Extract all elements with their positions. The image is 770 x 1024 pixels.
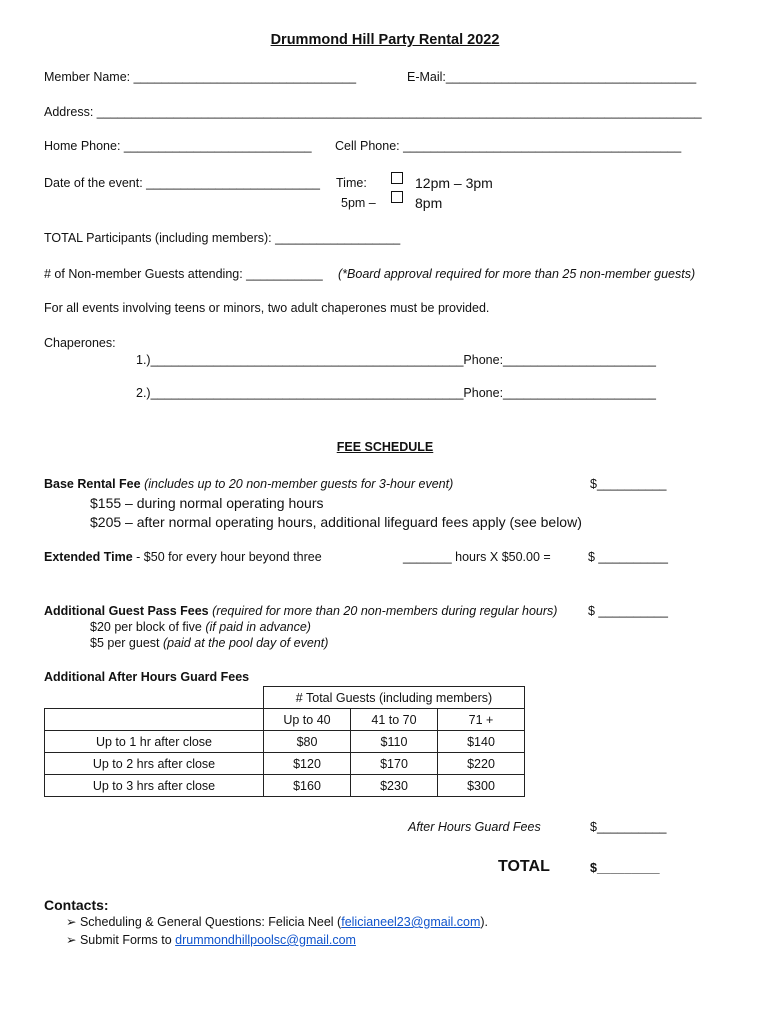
fee-schedule-heading: FEE SCHEDULE bbox=[336, 440, 434, 454]
guest-pass-line-1 bbox=[90, 620, 311, 634]
time-checkbox-2[interactable] bbox=[391, 191, 403, 203]
base-rental-line-1: $155 – during normal operating hours bbox=[90, 495, 324, 511]
table-cell: $160 bbox=[264, 775, 351, 797]
chaperones-label: Chaperones: bbox=[44, 336, 116, 350]
chaperone-1-field[interactable]: 1.)_____________________________________________Phone:______________________ bbox=[136, 353, 656, 367]
contact-line-1-suffix: ). bbox=[480, 915, 489, 929]
contact-email-link-2[interactable]: drummondhillpoolsc@gmail.com bbox=[175, 933, 356, 947]
table-cell: $170 bbox=[351, 753, 438, 775]
contact-email-link-1[interactable]: felicianeel23@gmail.com bbox=[341, 915, 481, 929]
table-cell: $110 bbox=[351, 731, 438, 753]
base-rental-row bbox=[44, 477, 453, 491]
extended-time-amount[interactable]: $ __________ bbox=[588, 550, 668, 564]
table-cell: $80 bbox=[264, 731, 351, 753]
member-name-field[interactable]: Member Name: ________________________________ bbox=[44, 70, 357, 84]
bullet-arrow-icon: ➢ bbox=[66, 915, 77, 929]
email-field[interactable]: E-Mail:____________________________________ bbox=[407, 70, 697, 84]
chaperone-notice: For all events involving teens or minors, two adult chaperones must be provided. bbox=[44, 301, 490, 315]
table-column-header: Up to 40 bbox=[264, 709, 351, 731]
board-approval-note: (*Board approval required for more than 25 non-member guests) bbox=[338, 267, 696, 281]
table-cell: $220 bbox=[438, 753, 525, 775]
guest-pass-line-2-note: (paid at the pool day of event) bbox=[162, 636, 329, 650]
guest-pass-note: (required for more than 20 non-members during regular hours) bbox=[212, 604, 558, 618]
time-option-2-prefix: 5pm – bbox=[341, 196, 376, 210]
non-member-guests-field[interactable]: # of Non-member Guests attending: ___________ bbox=[44, 267, 323, 281]
table-cell: $300 bbox=[438, 775, 525, 797]
guest-pass-line-2 bbox=[90, 636, 328, 650]
home-phone-field[interactable]: Home Phone: ___________________________ bbox=[44, 139, 312, 153]
guest-pass-row bbox=[44, 604, 557, 618]
total-participants-field[interactable]: TOTAL Participants (including members): __________________ bbox=[44, 231, 401, 245]
after-hours-amount[interactable]: $__________ bbox=[590, 820, 667, 834]
after-hours-label: After Hours Guard Fees bbox=[408, 820, 541, 834]
contact-line-2 bbox=[66, 932, 356, 947]
guest-pass-line-1-note: (if paid in advance) bbox=[205, 620, 311, 634]
cell-phone-field[interactable]: Cell Phone: ________________________________________ bbox=[335, 139, 682, 153]
table-empty-cell bbox=[45, 709, 264, 731]
time-option-1-label: 12pm – 3pm bbox=[415, 175, 493, 191]
guest-pass-amount[interactable]: $ __________ bbox=[588, 604, 668, 618]
time-option-2-label: 8pm bbox=[415, 195, 443, 211]
base-rental-note: (includes up to 20 non-member guests for 3-hour event) bbox=[144, 477, 454, 491]
time-checkbox-1[interactable] bbox=[391, 172, 403, 184]
base-rental-line-2: $205 – after normal operating hours, additional lifeguard fees apply (see below) bbox=[90, 514, 582, 530]
table-group-header: # Total Guests (including members) bbox=[264, 687, 525, 709]
table-cell: $140 bbox=[438, 731, 525, 753]
base-rental-amount[interactable]: $__________ bbox=[590, 477, 667, 491]
extended-time-calc[interactable]: _______ hours X $50.00 = bbox=[403, 550, 551, 564]
table-column-header: 41 to 70 bbox=[351, 709, 438, 731]
contacts-heading: Contacts: bbox=[44, 897, 109, 913]
chaperone-2-field[interactable]: 2.)_____________________________________________Phone:______________________ bbox=[136, 386, 656, 400]
guard-fees-heading: Additional After Hours Guard Fees bbox=[44, 670, 250, 684]
table-cell: $120 bbox=[264, 753, 351, 775]
contact-line-1-text: Scheduling & General Questions: Felicia Neel ( bbox=[79, 915, 342, 929]
extended-time-desc: - $50 for every hour beyond three bbox=[132, 550, 322, 564]
table-row-label: Up to 2 hrs after close bbox=[45, 753, 264, 775]
table-row bbox=[45, 753, 525, 775]
extended-time-row bbox=[44, 550, 322, 564]
time-label: Time: bbox=[336, 176, 367, 190]
page-title: Drummond Hill Party Rental 2022 bbox=[270, 32, 500, 48]
table-row bbox=[45, 731, 525, 753]
table-corner bbox=[45, 687, 264, 709]
total-label: TOTAL bbox=[498, 858, 550, 875]
table-cell: $230 bbox=[351, 775, 438, 797]
contact-line-2-text: Submit Forms to bbox=[79, 933, 176, 947]
guest-pass-label: Additional Guest Pass Fees bbox=[44, 604, 209, 618]
guest-pass-line-1-text: $20 per block of five bbox=[90, 620, 206, 634]
table-row-label: Up to 1 hr after close bbox=[45, 731, 264, 753]
event-date-field[interactable]: Date of the event: _________________________ bbox=[44, 176, 320, 190]
table-row-label: Up to 3 hrs after close bbox=[45, 775, 264, 797]
extended-time-label: Extended Time bbox=[44, 550, 133, 564]
table-column-header: 71 + bbox=[438, 709, 525, 731]
contact-line-1 bbox=[66, 914, 488, 929]
base-rental-label: Base Rental Fee bbox=[44, 477, 141, 491]
bullet-arrow-icon: ➢ bbox=[66, 933, 77, 947]
address-field[interactable]: Address: _______________________________________________________________________________________ bbox=[44, 105, 702, 119]
guest-pass-line-2-text: $5 per guest bbox=[90, 636, 163, 650]
total-amount[interactable]: $_________ bbox=[590, 861, 660, 875]
guard-fees-table bbox=[44, 686, 525, 797]
table-row bbox=[45, 775, 525, 797]
